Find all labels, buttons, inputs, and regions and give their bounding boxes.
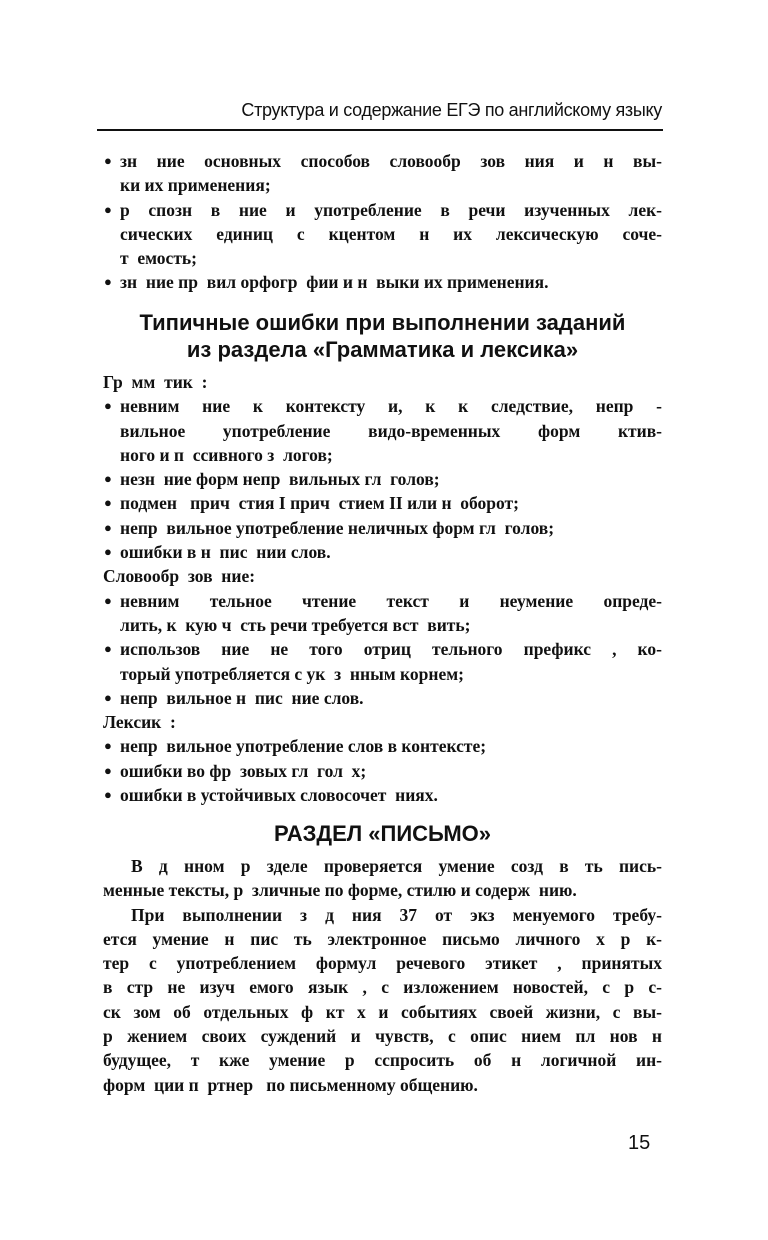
list-item-line	[103, 394, 662, 418]
line-text: подмен прич стия I прич стием II или н оборот;	[120, 493, 519, 514]
line-text: ошибки в устойчивых словосочет ниях.	[120, 785, 438, 806]
list-item-line	[103, 246, 662, 270]
subheading	[103, 564, 662, 588]
paragraph-line	[103, 854, 662, 878]
line-text: р спозн в ние и употребление в речи изученных лек-	[120, 199, 662, 220]
line-text: менные тексты, р зличные по форме, стилю и содерж нию.	[103, 880, 577, 901]
paragraph-line	[103, 878, 662, 902]
paragraph-line	[103, 1048, 662, 1072]
line-text: торый употребляется с ук з нным корнем;	[120, 663, 464, 684]
line-text: будущее, т кже умение р сспросить об н логичной ин-	[103, 1050, 662, 1071]
header-rule	[97, 129, 663, 131]
running-header: Структура и содержание ЕГЭ по английскому языку	[241, 100, 662, 120]
bullet-icon: ●	[104, 519, 112, 535]
bullet-icon: ●	[104, 641, 112, 657]
writing-paragraphs	[103, 854, 662, 1097]
list-item-line	[103, 149, 662, 173]
line-text: Словообр зов ние:	[103, 566, 256, 587]
line-text: р жением своих суждений и чувств, с опис нием пл нов н	[103, 1026, 662, 1047]
bullet-icon: ●	[104, 471, 112, 487]
line-text: лить, к кую ч сть речи требуется вст вить;	[120, 614, 471, 635]
line-text: ск зом об отдельных ф кт х и событиях своей жизни, с вы-	[103, 1001, 662, 1022]
list-item-line	[103, 516, 662, 540]
list-item-line	[103, 443, 662, 467]
line-text: в стр не изуч емого язык , с изложением новостей, с р с-	[103, 977, 662, 998]
paragraph-line	[103, 927, 662, 951]
line-text: вильное употребление видо-временных форм ктив-	[120, 420, 662, 441]
paragraph-line	[103, 975, 662, 999]
list-item-line	[103, 222, 662, 246]
subheading	[103, 370, 662, 394]
line-text: непр вильное употребление неличных форм гл голов;	[120, 517, 555, 538]
skills-list	[103, 149, 662, 295]
list-item-line	[103, 540, 662, 564]
line-text: В д нном р зделе проверяется умение созд в ть пись-	[131, 856, 662, 876]
list-item-line	[103, 637, 662, 661]
paragraph-line	[103, 903, 662, 927]
paragraph-line	[103, 1024, 662, 1048]
bullet-icon: ●	[104, 201, 112, 217]
line-text: т емость;	[120, 248, 197, 269]
section-typical-errors	[103, 309, 662, 807]
subheading	[103, 710, 662, 734]
line-text: зн ние пр вил орфогр фии и н выки их применения.	[120, 272, 549, 293]
bullet-icon: ●	[104, 153, 112, 168]
bullet-icon: ●	[104, 495, 112, 511]
list-item-line	[103, 613, 662, 637]
line-text: непр вильное н пис ние слов.	[120, 687, 364, 708]
line-text: ется умение н пис ть электронное письмо личного х р к-	[103, 928, 662, 949]
list-item-line	[103, 270, 662, 294]
section-writing	[103, 820, 662, 1097]
line-text: непр вильное употребление слов в контексте;	[120, 736, 487, 757]
paragraph-line	[103, 1000, 662, 1024]
bullet-icon: ●	[104, 689, 112, 705]
list-item-line	[103, 491, 662, 515]
line-text: При выполнении з д ния 37 от экз менуемого требу-	[131, 904, 662, 925]
list-item-line	[103, 662, 662, 686]
list-item-line	[103, 589, 662, 613]
line-text: форм ции п ртнер по письменному общению.	[103, 1074, 478, 1095]
bullet-icon: ●	[104, 274, 112, 290]
line-text: незн ние форм непр вильных гл голов;	[120, 469, 440, 490]
line-text: тер с употреблением формул речевого этикет , принятых	[103, 953, 662, 974]
list-item-line	[103, 467, 662, 491]
list-item-line	[103, 419, 662, 443]
line-text: Лексик :	[103, 712, 176, 733]
line-text: сических единиц с кцентом н их лексическую соче-	[120, 223, 662, 244]
line-text: Гр мм тик :	[103, 372, 208, 392]
paragraph-line	[103, 951, 662, 975]
bullet-icon: ●	[104, 787, 112, 803]
line-text: ошибки во фр зовых гл гол х;	[120, 760, 367, 781]
list-item-line	[103, 173, 662, 197]
line-text: использов ние не того отриц тельного префикс , ко-	[120, 639, 662, 660]
line-text: невним ние к контексту и, к к следствие, непр -	[120, 396, 662, 417]
list-item-line	[103, 759, 662, 783]
list-item-line	[103, 734, 662, 758]
line-text: ки их применения;	[120, 175, 271, 196]
section-heading-line-2: из раздела «Грамматика и лексика»	[186, 337, 579, 362]
errors-list	[103, 370, 662, 807]
bullet-icon: ●	[104, 762, 112, 778]
bullet-icon: ●	[104, 738, 112, 754]
section-heading: РАЗДЕЛ «ПИСЬМО»	[274, 821, 491, 846]
page-number: 15	[628, 1132, 651, 1154]
line-text: невним тельное чтение текст и неумение опреде-	[120, 590, 662, 611]
list-item-line	[103, 198, 662, 222]
line-text: ного и п ссивного з логов;	[120, 444, 333, 465]
list-item-line	[103, 783, 662, 807]
bullet-icon: ●	[104, 544, 112, 560]
list-item-line	[103, 686, 662, 710]
bullet-icon: ●	[104, 592, 112, 608]
section-heading-line-1: Типичные ошибки при выполнении заданий	[139, 310, 626, 335]
line-text: зн ние основных способов словообр зов ния и н вы-	[120, 151, 662, 171]
paragraph-line	[103, 1073, 662, 1097]
line-text: ошибки в н пис нии слов.	[120, 542, 331, 563]
bullet-icon: ●	[104, 398, 112, 414]
